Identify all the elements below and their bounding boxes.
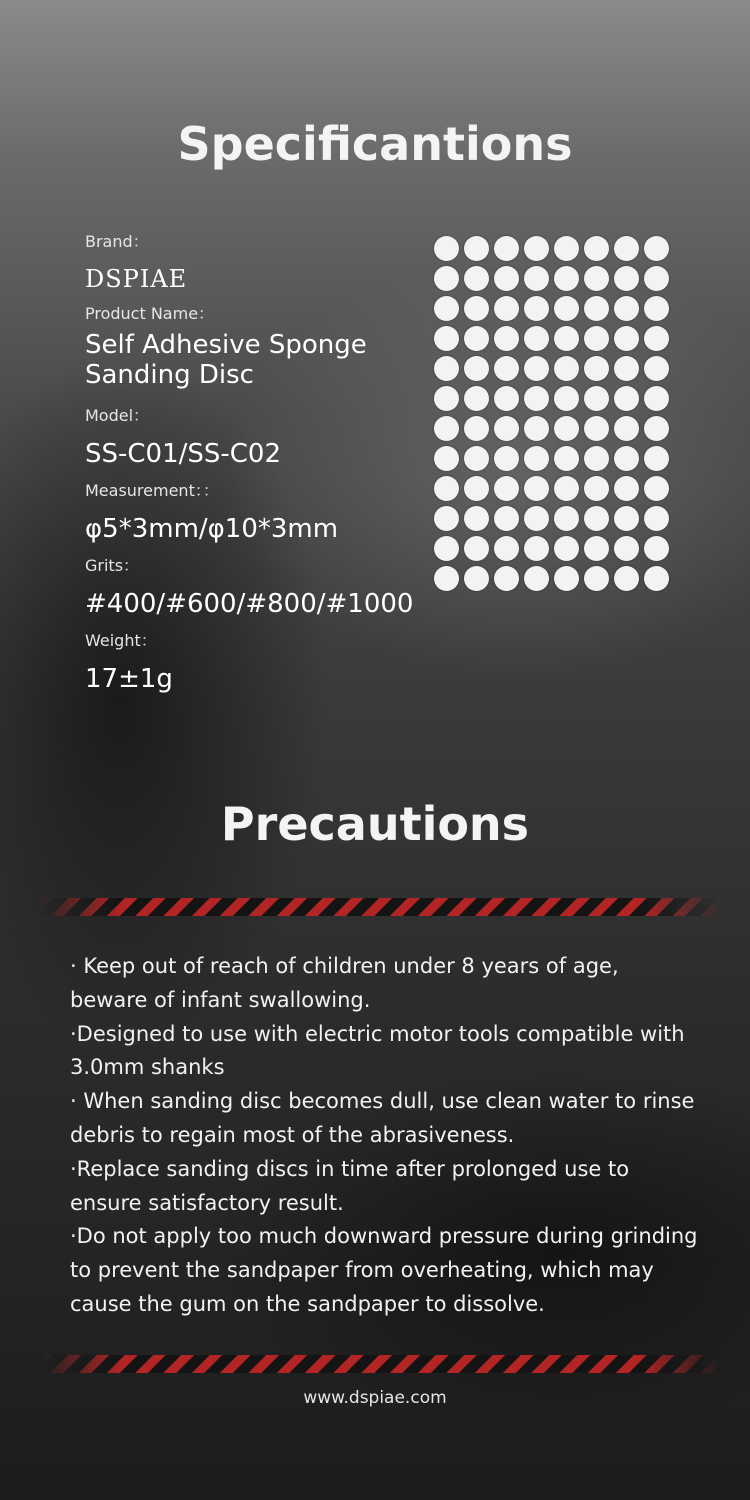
- sanding-disc: [464, 416, 489, 441]
- product-name-line-1: Self Adhesive Sponge: [85, 330, 367, 360]
- precaution-item: ·Designed to use with electric motor tools compatible with 3.0mm shanks: [70, 1021, 685, 1080]
- sanding-disc: [614, 506, 639, 531]
- sanding-disc: [434, 236, 459, 261]
- sanding-disc: [614, 296, 639, 321]
- sanding-disc: [644, 536, 669, 561]
- spec-list: [85, 230, 415, 704]
- sanding-disc: [584, 386, 609, 411]
- sanding-disc: [614, 476, 639, 501]
- sanding-disc: [614, 326, 639, 351]
- sanding-disc: [434, 296, 459, 321]
- warning-stripe-top: [40, 898, 720, 916]
- sanding-disc: [524, 296, 549, 321]
- sanding-disc: [614, 356, 639, 381]
- precaution-item: ·Replace sanding discs in time after prolonged use to ensure satisfactory result.: [70, 1156, 630, 1215]
- sanding-disc: [554, 506, 579, 531]
- sanding-disc: [524, 506, 549, 531]
- sanding-disc: [584, 296, 609, 321]
- product-name-line-2: Sanding Disc: [85, 360, 254, 390]
- sanding-disc: [644, 266, 669, 291]
- sanding-disc: [494, 266, 519, 291]
- sanding-disc: [554, 386, 579, 411]
- sanding-disc: [434, 446, 459, 471]
- sanding-disc: [434, 326, 459, 351]
- sanding-disc: [464, 326, 489, 351]
- sanding-disc: [554, 536, 579, 561]
- sanding-disc: [524, 326, 549, 351]
- sanding-disc: [464, 446, 489, 471]
- sanding-disc: [524, 416, 549, 441]
- sanding-disc: [644, 296, 669, 321]
- sanding-disc: [614, 536, 639, 561]
- sanding-disc: [494, 446, 519, 471]
- sanding-disc: [524, 266, 549, 291]
- sanding-disc: [644, 326, 669, 351]
- sanding-disc: [614, 416, 639, 441]
- sanding-disc: [614, 236, 639, 261]
- sanding-disc: [644, 566, 669, 591]
- sanding-disc: [584, 536, 609, 561]
- sanding-disc: [644, 446, 669, 471]
- sanding-disc: [614, 566, 639, 591]
- sanding-disc: [644, 416, 669, 441]
- brand-logo: DSPIAE: [85, 265, 188, 293]
- precautions-list: [70, 950, 700, 1322]
- weight-value: 17±1g: [85, 663, 173, 694]
- sanding-disc: [614, 386, 639, 411]
- warning-stripe-bottom: [40, 1355, 720, 1373]
- sanding-disc: [494, 416, 519, 441]
- grits-value: #400/#600/#800/#1000: [85, 588, 414, 619]
- precaution-item: ·Do not apply too much downward pressure during grinding to prevent the sandpaper from overheating, which may cause the gum on the sandpaper to dissolve.: [70, 1224, 698, 1316]
- sanding-disc: [584, 446, 609, 471]
- sanding-disc: [494, 506, 519, 531]
- sanding-disc: [494, 386, 519, 411]
- sanding-disc: [584, 506, 609, 531]
- sanding-disc: [434, 416, 459, 441]
- sanding-disc: [464, 266, 489, 291]
- sanding-disc: [524, 536, 549, 561]
- sanding-disc: [554, 236, 579, 261]
- precautions-title: Precautions: [220, 797, 530, 851]
- sanding-disc: [584, 476, 609, 501]
- sanding-disc: [584, 356, 609, 381]
- model-label: Model：: [85, 406, 150, 425]
- sanding-disc: [584, 416, 609, 441]
- sanding-disc: [434, 356, 459, 381]
- sanding-disc: [464, 566, 489, 591]
- sanding-disc: [644, 386, 669, 411]
- sanding-disc: [584, 326, 609, 351]
- sanding-disc-grid: [434, 236, 674, 591]
- sanding-disc: [434, 476, 459, 501]
- sanding-disc: [644, 476, 669, 501]
- sanding-disc: [524, 236, 549, 261]
- precaution-item: · When sanding disc becomes dull, use clean water to rinse debris to regain most of the abrasiveness.: [70, 1089, 695, 1147]
- sanding-disc: [584, 236, 609, 261]
- model-value: SS-C01/SS-C02: [85, 438, 282, 469]
- sanding-disc: [494, 236, 519, 261]
- measurement-value: φ5*3mm/φ10*3mm: [85, 513, 339, 544]
- sanding-disc: [464, 476, 489, 501]
- sanding-disc: [644, 506, 669, 531]
- precaution-item: · Keep out of reach of children under 8 years of age, beware of infant swallowing.: [70, 954, 619, 1012]
- sanding-disc: [434, 566, 459, 591]
- sanding-disc: [644, 356, 669, 381]
- sanding-disc: [434, 266, 459, 291]
- sanding-disc: [614, 446, 639, 471]
- sanding-disc: [434, 506, 459, 531]
- sanding-disc: [554, 446, 579, 471]
- measurement-label: Measurement：：: [85, 481, 219, 500]
- sanding-disc: [584, 566, 609, 591]
- sanding-disc: [464, 386, 489, 411]
- brand-label: Brand：: [85, 232, 149, 251]
- grits-label: Grits：: [85, 556, 140, 575]
- specifications-title: Specificantions: [177, 117, 573, 171]
- sanding-disc: [434, 536, 459, 561]
- sanding-disc: [464, 296, 489, 321]
- sanding-disc: [644, 236, 669, 261]
- website-link[interactable]: www.dspiae.com: [303, 1388, 447, 1408]
- sanding-disc: [464, 506, 489, 531]
- sanding-disc: [524, 386, 549, 411]
- sanding-disc: [494, 476, 519, 501]
- weight-label: Weight：: [85, 631, 157, 650]
- sanding-disc: [554, 476, 579, 501]
- sanding-disc: [524, 566, 549, 591]
- sanding-disc: [434, 386, 459, 411]
- sanding-disc: [494, 566, 519, 591]
- sanding-disc: [494, 326, 519, 351]
- sanding-disc: [524, 476, 549, 501]
- sanding-disc: [524, 446, 549, 471]
- sanding-disc: [464, 236, 489, 261]
- sanding-disc: [524, 356, 549, 381]
- sanding-disc: [464, 356, 489, 381]
- sanding-disc: [554, 416, 579, 441]
- sanding-disc: [554, 356, 579, 381]
- sanding-disc: [494, 356, 519, 381]
- sanding-disc: [554, 266, 579, 291]
- product-name-label: Product Name：: [85, 304, 215, 323]
- sanding-disc: [494, 536, 519, 561]
- sanding-disc: [494, 296, 519, 321]
- sanding-disc: [554, 296, 579, 321]
- sanding-disc: [554, 566, 579, 591]
- sanding-disc: [614, 266, 639, 291]
- sanding-disc: [554, 326, 579, 351]
- sanding-disc: [584, 266, 609, 291]
- sanding-disc: [464, 536, 489, 561]
